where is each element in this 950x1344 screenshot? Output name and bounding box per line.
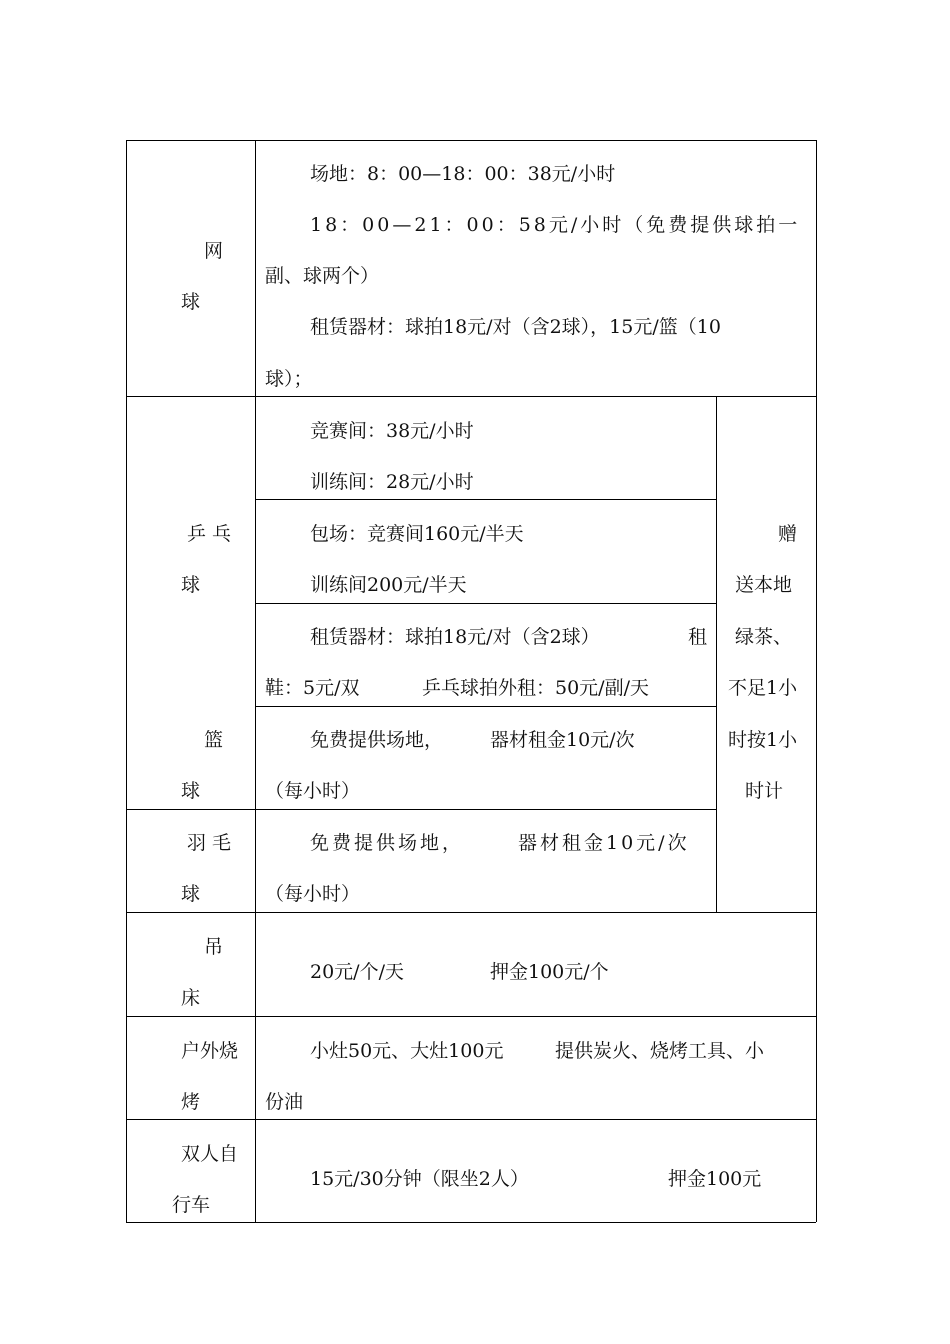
- table-right-border: [816, 140, 817, 1222]
- category-badminton-1: 羽 毛: [187, 832, 232, 854]
- note-line-4: 不足1小: [728, 677, 798, 699]
- note-column-divider: [716, 396, 717, 912]
- category-tennis-1: 网: [204, 240, 224, 262]
- table-left-border: [126, 140, 127, 1222]
- pingpong-rental-4: 乒乓球拍外租：50元/副/天: [422, 677, 649, 699]
- badminton-line-2: 器材租金10元/次: [518, 832, 690, 854]
- pingpong-training-room: 训练间：28元/小时: [310, 471, 474, 493]
- note-line-5: 时按1小: [728, 729, 798, 751]
- tennis-line-4: 租赁器材：球拍18元/对（含2球），15元/篮（10: [310, 316, 721, 338]
- category-pingpong-2: 球: [181, 574, 201, 596]
- row-divider: [126, 1119, 816, 1120]
- row-divider: [126, 912, 816, 913]
- badminton-line-1: 免费提供场地，: [310, 832, 465, 854]
- pingpong-rental-1: 租赁器材：球拍18元/对（含2球）: [310, 626, 600, 648]
- cell-divider: [256, 603, 716, 604]
- note-line-6: 时计: [745, 780, 784, 802]
- category-badminton-2: 球: [181, 883, 201, 905]
- category-bbq-1: 户外烧: [181, 1040, 239, 1062]
- tennis-line-2: 18：00—21：00：58元/小时（免费提供球拍一: [310, 214, 801, 236]
- table-top-border: [126, 140, 816, 141]
- tennis-line-5: 球）；: [265, 368, 313, 390]
- row-divider: [126, 396, 816, 397]
- category-tennis-2: 球: [181, 291, 201, 313]
- pingpong-package-training: 训练间200元/半天: [310, 574, 467, 596]
- note-line-2: 送本地: [735, 574, 793, 596]
- row-divider: [126, 809, 716, 810]
- category-basketball-1: 篮: [204, 729, 224, 751]
- bike-price: 15元/30分钟（限坐2人）: [310, 1168, 529, 1190]
- category-basketball-2: 球: [181, 780, 201, 802]
- category-pingpong-1: 乒 乓: [187, 523, 232, 545]
- pingpong-rental-3: 鞋：5元/双: [265, 677, 360, 699]
- table-bottom-border: [126, 1222, 816, 1223]
- category-hammock-2: 床: [181, 987, 201, 1009]
- note-line-3: 绿茶、: [735, 626, 793, 648]
- bbq-line-2: 提供炭火、烧烤工具、小: [555, 1040, 765, 1062]
- hammock-price: 20元/个/天: [310, 961, 404, 983]
- bbq-line-3: 份油: [265, 1091, 304, 1113]
- bike-deposit: 押金100元: [668, 1168, 762, 1190]
- hammock-deposit: 押金100元/个: [490, 961, 609, 983]
- bbq-line-1: 小灶50元、大灶100元: [310, 1040, 504, 1062]
- basketball-line-2: 器材租金10元/次: [490, 729, 635, 751]
- category-bbq-2: 烤: [181, 1091, 201, 1113]
- category-bike-2: 行车: [172, 1194, 211, 1216]
- basketball-line-3: （每小时）: [265, 780, 361, 802]
- tennis-line-3: 副、球两个）: [265, 265, 380, 287]
- pingpong-competition-room: 竞赛间：38元/小时: [310, 420, 474, 442]
- badminton-line-3: （每小时）: [265, 883, 361, 905]
- row-divider: [126, 1016, 816, 1017]
- category-hammock-1: 吊: [204, 936, 224, 958]
- column-divider: [255, 140, 256, 1222]
- cell-divider: [256, 499, 716, 500]
- basketball-line-1: 免费提供场地，: [310, 729, 444, 751]
- tennis-line-1: 场地：8：00—18：00：38元/小时: [310, 163, 616, 185]
- cell-divider: [256, 706, 716, 707]
- pingpong-rental-2: 租: [688, 626, 708, 648]
- note-line-1: 赠: [778, 523, 798, 545]
- category-bike-1: 双人自: [181, 1143, 239, 1165]
- pingpong-package-competition: 包场：竞赛间160元/半天: [310, 523, 524, 545]
